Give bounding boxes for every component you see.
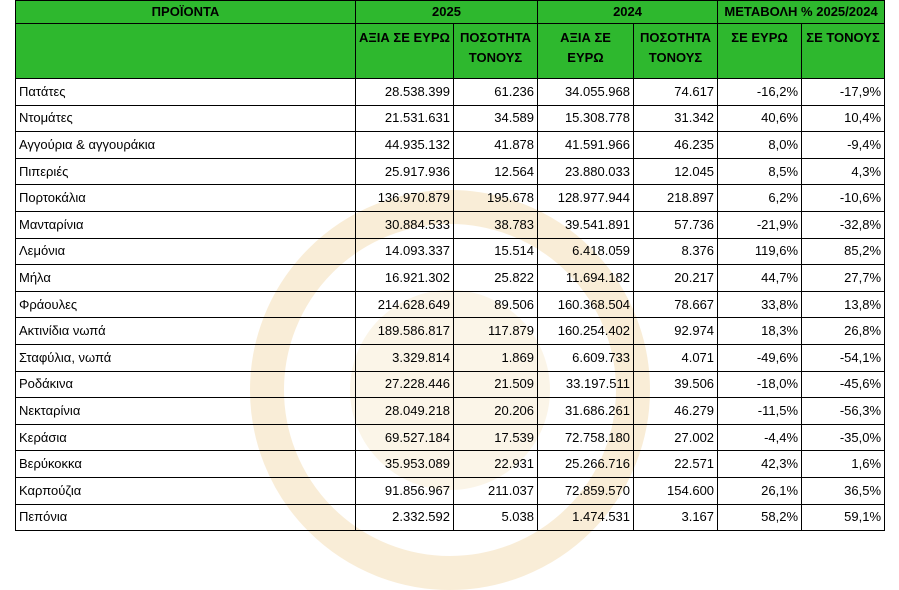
change-eur-cell: -18,0% (718, 371, 802, 398)
change-eur-cell: 40,6% (718, 105, 802, 132)
table-row (16, 451, 885, 478)
change-tons-cell: 13,8% (802, 291, 885, 318)
qty-tons-2025-cell: 5.038 (454, 504, 538, 531)
change-eur-cell: -11,5% (718, 398, 802, 425)
qty-tons-2024-cell: 3.167 (634, 504, 718, 531)
product-name-cell: Πορτοκάλια (16, 185, 356, 212)
qty-tons-2024-cell: 218.897 (634, 185, 718, 212)
qty-tons-2025-cell: 15.514 (454, 238, 538, 265)
qty-tons-2025-cell: 38.783 (454, 211, 538, 238)
change-eur-cell: -21,9% (718, 211, 802, 238)
table-row (16, 132, 885, 159)
value-eur-2024-cell: 39.541.891 (538, 211, 634, 238)
table-row (16, 105, 885, 132)
table-row (16, 318, 885, 345)
change-tons-cell: -17,9% (802, 79, 885, 106)
change-eur-cell: 26,1% (718, 477, 802, 504)
table-row (16, 344, 885, 371)
qty-tons-2025-cell: 22.931 (454, 451, 538, 478)
value-eur-2025-cell: 27.228.446 (356, 371, 454, 398)
value-eur-2025-cell: 30.884.533 (356, 211, 454, 238)
year-2024-header: 2024 (538, 1, 718, 24)
qty-tons-2024-cell: 46.235 (634, 132, 718, 159)
qty-tons-2024-cell: 20.217 (634, 265, 718, 292)
table-row (16, 265, 885, 292)
value-eur-2024-cell: 15.308.778 (538, 105, 634, 132)
product-name-cell: Λεμόνια (16, 238, 356, 265)
value-eur-2024-cell: 160.368.504 (538, 291, 634, 318)
change-eur-header: ΣΕ ΕΥΡΩ (718, 24, 802, 79)
value-eur-2025-cell: 21.531.631 (356, 105, 454, 132)
value-eur-2024-cell: 34.055.968 (538, 79, 634, 106)
table-row (16, 79, 885, 106)
qty-tons-2025-header: ΠΟΣΟΤΗΤΑ ΤΟΝΟΥΣ (454, 24, 538, 79)
products-subheader-blank (16, 24, 356, 79)
qty-tons-2024-cell: 78.667 (634, 291, 718, 318)
product-name-cell: Σταφύλια, νωπά (16, 344, 356, 371)
change-tons-cell: -45,6% (802, 371, 885, 398)
value-eur-2024-cell: 41.591.966 (538, 132, 634, 159)
change-eur-cell: -49,6% (718, 344, 802, 371)
qty-tons-2025-cell: 34.589 (454, 105, 538, 132)
product-name-cell: Νεκταρίνια (16, 398, 356, 425)
qty-tons-2024-cell: 154.600 (634, 477, 718, 504)
change-eur-cell: 33,8% (718, 291, 802, 318)
qty-tons-2025-cell: 89.506 (454, 291, 538, 318)
qty-tons-2025-cell: 1.869 (454, 344, 538, 371)
product-name-cell: Ροδάκινα (16, 371, 356, 398)
qty-tons-2024-header: ΠΟΣΟΤΗΤΑ ΤΟΝΟΥΣ (634, 24, 718, 79)
table-row (16, 158, 885, 185)
change-header: ΜΕΤΑΒΟΛΗ % 2025/2024 (718, 1, 885, 24)
qty-tons-2025-cell: 117.879 (454, 318, 538, 345)
qty-tons-2024-cell: 8.376 (634, 238, 718, 265)
products-header: ΠΡΟΪΟΝΤΑ (16, 1, 356, 24)
value-eur-2024-cell: 128.977.944 (538, 185, 634, 212)
value-eur-2025-cell: 28.049.218 (356, 398, 454, 425)
change-tons-cell: -9,4% (802, 132, 885, 159)
change-eur-cell: -4,4% (718, 424, 802, 451)
qty-tons-2024-cell: 31.342 (634, 105, 718, 132)
product-name-cell: Ντομάτες (16, 105, 356, 132)
change-tons-cell: 4,3% (802, 158, 885, 185)
change-eur-cell: 119,6% (718, 238, 802, 265)
table-row (16, 185, 885, 212)
change-eur-cell: 44,7% (718, 265, 802, 292)
table-row (16, 477, 885, 504)
qty-tons-2025-cell: 20.206 (454, 398, 538, 425)
value-eur-2025-cell: 28.538.399 (356, 79, 454, 106)
value-eur-2025-cell: 3.329.814 (356, 344, 454, 371)
change-tons-cell: 1,6% (802, 451, 885, 478)
value-eur-2024-cell: 11.694.182 (538, 265, 634, 292)
table-row (16, 504, 885, 531)
product-name-cell: Μήλα (16, 265, 356, 292)
value-eur-2025-cell: 214.628.649 (356, 291, 454, 318)
value-eur-2024-cell: 33.197.511 (538, 371, 634, 398)
change-tons-cell: -54,1% (802, 344, 885, 371)
table-row (16, 424, 885, 451)
value-eur-2025-cell: 25.917.936 (356, 158, 454, 185)
change-tons-cell: -56,3% (802, 398, 885, 425)
qty-tons-2024-cell: 92.974 (634, 318, 718, 345)
change-tons-cell: 10,4% (802, 105, 885, 132)
qty-tons-2025-cell: 21.509 (454, 371, 538, 398)
value-eur-2025-cell: 69.527.184 (356, 424, 454, 451)
value-eur-2024-header: ΑΞΙΑ ΣΕ ΕΥΡΩ (538, 24, 634, 79)
qty-tons-2024-cell: 74.617 (634, 79, 718, 106)
change-tons-cell: -10,6% (802, 185, 885, 212)
qty-tons-2025-cell: 211.037 (454, 477, 538, 504)
value-eur-2025-cell: 16.921.302 (356, 265, 454, 292)
header-row-columns (16, 24, 885, 79)
value-eur-2024-cell: 160.254.402 (538, 318, 634, 345)
qty-tons-2025-cell: 12.564 (454, 158, 538, 185)
value-eur-2025-cell: 2.332.592 (356, 504, 454, 531)
product-name-cell: Πιπεριές (16, 158, 356, 185)
change-tons-header: ΣΕ ΤΟΝΟΥΣ (802, 24, 885, 79)
qty-tons-2025-cell: 195.678 (454, 185, 538, 212)
value-eur-2025-cell: 136.970.879 (356, 185, 454, 212)
qty-tons-2024-cell: 46.279 (634, 398, 718, 425)
value-eur-2025-header: ΑΞΙΑ ΣΕ ΕΥΡΩ (356, 24, 454, 79)
change-tons-cell: 27,7% (802, 265, 885, 292)
table-row (16, 238, 885, 265)
change-tons-cell: -32,8% (802, 211, 885, 238)
value-eur-2024-cell: 72.758.180 (538, 424, 634, 451)
product-name-cell: Καρπούζια (16, 477, 356, 504)
qty-tons-2024-cell: 57.736 (634, 211, 718, 238)
value-eur-2024-cell: 31.686.261 (538, 398, 634, 425)
qty-tons-2025-cell: 61.236 (454, 79, 538, 106)
value-eur-2024-cell: 6.418.059 (538, 238, 634, 265)
qty-tons-2025-cell: 25.822 (454, 265, 538, 292)
change-eur-cell: -16,2% (718, 79, 802, 106)
product-name-cell: Φράουλες (16, 291, 356, 318)
product-name-cell: Κεράσια (16, 424, 356, 451)
qty-tons-2024-cell: 39.506 (634, 371, 718, 398)
value-eur-2024-cell: 1.474.531 (538, 504, 634, 531)
change-eur-cell: 6,2% (718, 185, 802, 212)
value-eur-2025-cell: 35.953.089 (356, 451, 454, 478)
change-eur-cell: 8,5% (718, 158, 802, 185)
table-row (16, 211, 885, 238)
product-name-cell: Βερύκοκκα (16, 451, 356, 478)
change-eur-cell: 42,3% (718, 451, 802, 478)
value-eur-2025-cell: 14.093.337 (356, 238, 454, 265)
table-row (16, 291, 885, 318)
qty-tons-2025-cell: 41.878 (454, 132, 538, 159)
qty-tons-2024-cell: 22.571 (634, 451, 718, 478)
change-tons-cell: 36,5% (802, 477, 885, 504)
change-eur-cell: 8,0% (718, 132, 802, 159)
value-eur-2024-cell: 72.859.570 (538, 477, 634, 504)
change-tons-cell: 59,1% (802, 504, 885, 531)
change-tons-cell: 85,2% (802, 238, 885, 265)
table-row (16, 371, 885, 398)
value-eur-2024-cell: 23.880.033 (538, 158, 634, 185)
product-name-cell: Ακτινίδια νωπά (16, 318, 356, 345)
table-row (16, 398, 885, 425)
value-eur-2024-cell: 25.266.716 (538, 451, 634, 478)
product-name-cell: Πεπόνια (16, 504, 356, 531)
value-eur-2025-cell: 44.935.132 (356, 132, 454, 159)
qty-tons-2024-cell: 4.071 (634, 344, 718, 371)
qty-tons-2024-cell: 12.045 (634, 158, 718, 185)
change-tons-cell: -35,0% (802, 424, 885, 451)
year-2025-header: 2025 (356, 1, 538, 24)
qty-tons-2025-cell: 17.539 (454, 424, 538, 451)
value-eur-2024-cell: 6.609.733 (538, 344, 634, 371)
value-eur-2025-cell: 91.856.967 (356, 477, 454, 504)
change-eur-cell: 18,3% (718, 318, 802, 345)
product-name-cell: Μανταρίνια (16, 211, 356, 238)
header-row-years (16, 1, 885, 24)
change-eur-cell: 58,2% (718, 504, 802, 531)
product-name-cell: Αγγούρια & αγγουράκια (16, 132, 356, 159)
product-name-cell: Πατάτες (16, 79, 356, 106)
change-tons-cell: 26,8% (802, 318, 885, 345)
qty-tons-2024-cell: 27.002 (634, 424, 718, 451)
value-eur-2025-cell: 189.586.817 (356, 318, 454, 345)
exports-table (15, 0, 885, 531)
